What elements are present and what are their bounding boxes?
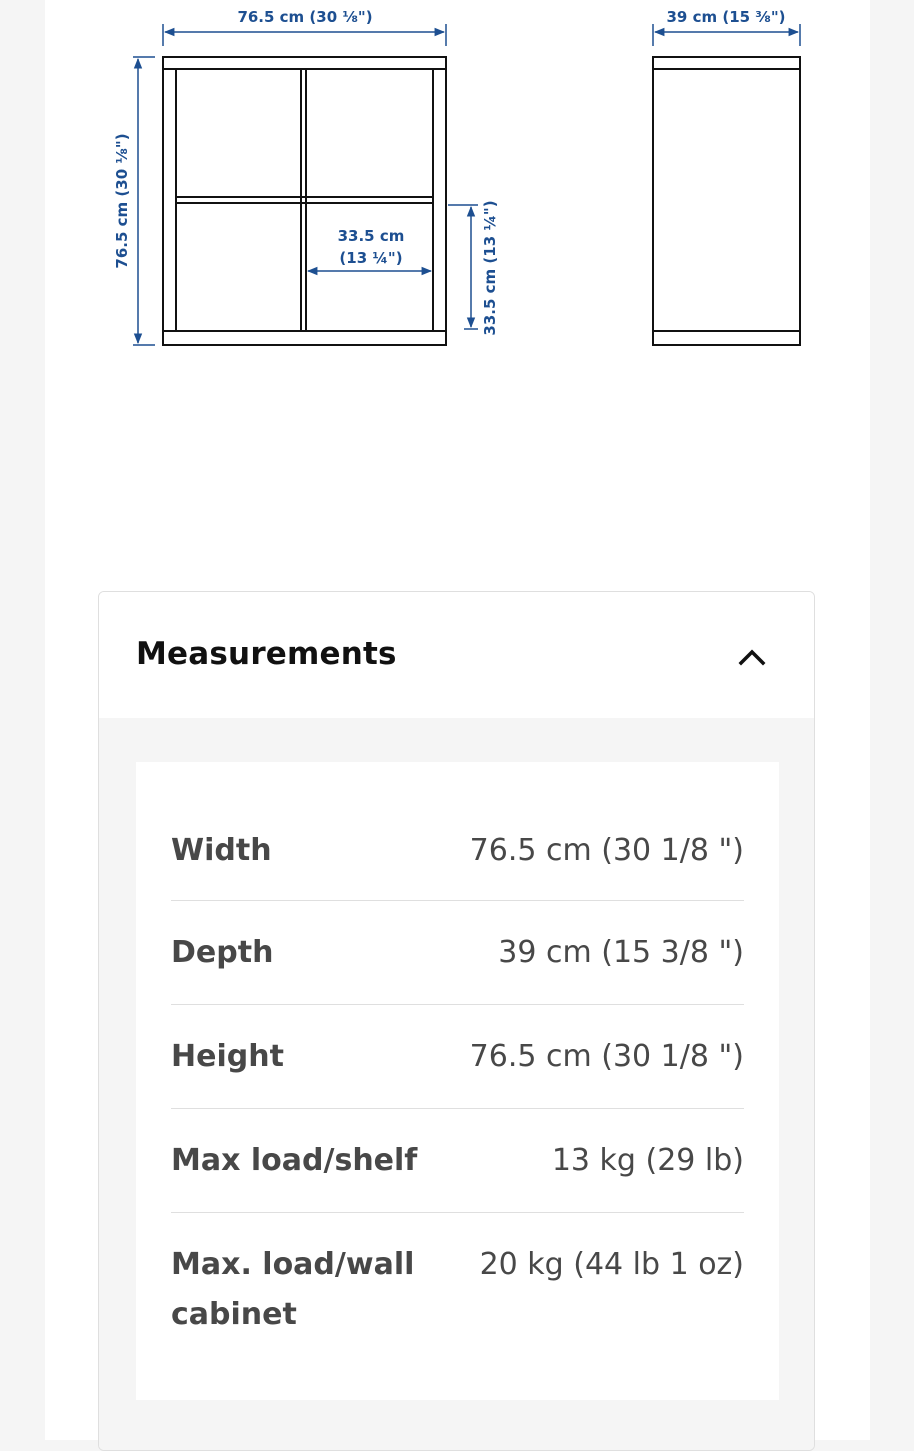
spec-table [136,762,779,1400]
chevron-up-icon[interactable] [735,642,769,672]
spec-value: 13 kg (29 lb) [551,1143,744,1178]
front-height-dimension [133,57,155,345]
spec-value: 76.5 cm (30 1/8 ") [469,833,744,868]
side-depth-label: 39 cm (15 ⅜") [666,8,786,26]
row-divider [171,1108,744,1109]
spec-value: 20 kg (44 lb 1 oz) [479,1247,744,1282]
row-divider [171,1004,744,1005]
spec-label: Max. load/wall cabinet [171,1247,415,1332]
spec-label: Width [171,833,272,868]
front-width-label: 76.5 cm (30 ⅛") [237,8,373,26]
side-depth-dimension [653,24,800,46]
spec-label: Height [171,1039,284,1074]
front-width-dimension [163,24,446,46]
dimension-diagram [0,0,914,560]
spec-value: 39 cm (15 3/8 ") [498,935,744,970]
front-height-label: 76.5 cm (30 ⅛") [113,133,131,269]
compartment-width-label-line1: 33.5 cm [337,227,405,245]
spec-value: 76.5 cm (30 1/8 ") [469,1039,744,1074]
compartment-height-label: 33.5 cm (13 ¼") [481,200,499,336]
row-divider [171,1212,744,1213]
measurements-title: Measurements [136,636,397,672]
compartment-height-dimension [448,205,478,329]
side-view-shelf [653,57,800,345]
measurements-header[interactable] [99,592,814,718]
spec-label: Max load/shelf [171,1143,418,1178]
spec-label: Depth [171,935,274,970]
compartment-width-label-line2: (13 ¼") [339,249,403,267]
measurements-accordion [98,591,815,1451]
measurements-body [99,718,814,1451]
front-view-shelf [163,57,446,345]
row-divider [171,900,744,901]
